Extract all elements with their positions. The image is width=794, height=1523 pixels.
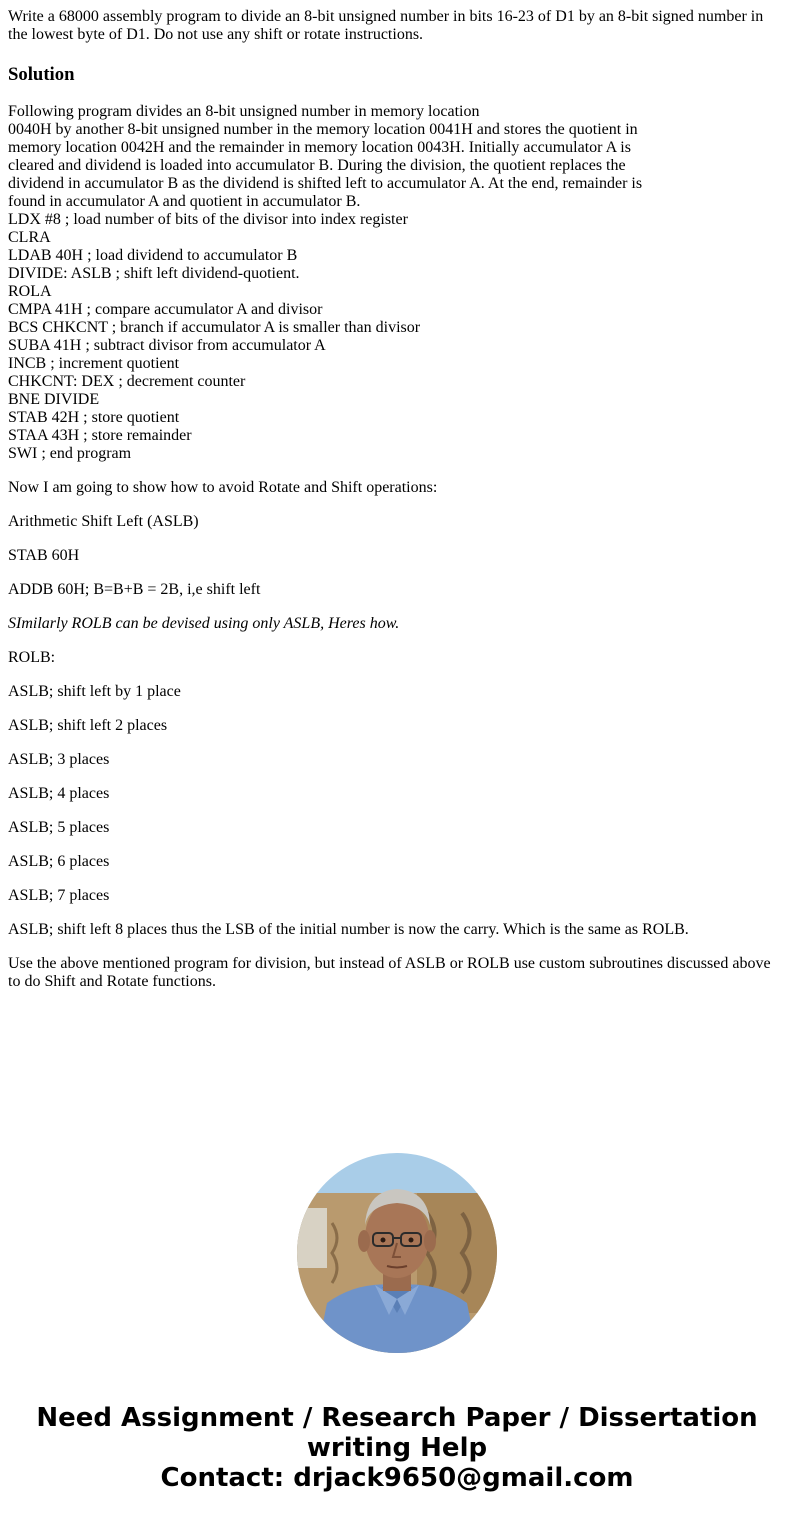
- footer-line-1: Need Assignment / Research Paper / Dissertation: [36, 1403, 758, 1433]
- footer-contact: Contact: drjack9650@gmail.com: [160, 1463, 634, 1493]
- aslb-step-1: ASLB; shift left by 1 place: [8, 683, 181, 700]
- aslb-step-6: ASLB; 6 places: [8, 853, 110, 870]
- program-line: LDX #8 ; load number of bits of the divisor into index register: [8, 211, 408, 228]
- footer-banner: [0, 1403, 794, 1493]
- program-line: ROLA: [8, 283, 52, 300]
- program-listing: [8, 211, 778, 463]
- aslb-step-5: ASLB; 5 places: [8, 819, 110, 836]
- question-text: Write a 68000 assembly program to divide an 8-bit unsigned number in bits 16-23 of D1 by an 8-bit signed number in the lowest byte of D1. Do not use any shift or rotate instructions.: [8, 8, 764, 43]
- program-line: STAB 42H ; store quotient: [8, 409, 180, 426]
- intro-line: 0040H by another 8-bit unsigned number in the memory location 0041H and stores the quotient in: [8, 121, 638, 138]
- author-portrait-image: [297, 1153, 497, 1353]
- intro-line: found in accumulator A and quotient in accumulator B.: [8, 193, 361, 210]
- aslb-step-3: ASLB; 3 places: [8, 751, 110, 768]
- aslb-step-4: ASLB; 4 places: [8, 785, 110, 802]
- intro-line: dividend in accumulator B as the dividend is shifted left to accumulator A. At the end, remainder is: [8, 175, 643, 192]
- asl-heading-paragraph: Arithmetic Shift Left (ASLB): [8, 513, 199, 530]
- avoid-intro-paragraph: Now I am going to show how to avoid Rotate and Shift operations:: [8, 479, 438, 496]
- rolb-heading-paragraph: ROLB:: [8, 649, 56, 666]
- program-line: SWI ; end program: [8, 445, 132, 462]
- footer-line-2: writing Help: [306, 1433, 488, 1463]
- closing-paragraph: Use the above mentioned program for division, but instead of ASLB or ROLB use custom subroutines discussed above to do Shift and Rotate functions.: [8, 955, 771, 990]
- document-content: [8, 8, 778, 991]
- program-line: INCB ; increment quotient: [8, 355, 180, 372]
- program-line: STAA 43H ; store remainder: [8, 427, 192, 444]
- aslb-step-7: ASLB; 7 places: [8, 887, 110, 904]
- program-line: BCS CHKCNT ; branch if accumulator A is smaller than divisor: [8, 319, 421, 336]
- stab-paragraph: STAB 60H: [8, 547, 80, 564]
- aslb-step-2: ASLB; shift left 2 places: [8, 717, 168, 734]
- intro-line: Following program divides an 8-bit unsigned number in memory location: [8, 103, 480, 120]
- addb-paragraph: ADDB 60H; B=B+B = 2B, i,e shift left: [8, 581, 261, 598]
- program-line: CHKCNT: DEX ; decrement counter: [8, 373, 246, 390]
- program-line: SUBA 41H ; subtract divisor from accumulator A: [8, 337, 326, 354]
- program-line: CLRA: [8, 229, 51, 246]
- program-line: BNE DIVIDE: [8, 391, 100, 408]
- program-line: LDAB 40H ; load dividend to accumulator B: [8, 247, 298, 264]
- aslb-step-8: ASLB; shift left 8 places thus the LSB of the initial number is now the carry. Which is the same as ROLB.: [8, 921, 689, 938]
- program-line: CMPA 41H ; compare accumulator A and divisor: [8, 301, 323, 318]
- intro-line: cleared and dividend is loaded into accumulator B. During the division, the quotient replaces the: [8, 157, 626, 174]
- similarly-paragraph: SImilarly ROLB can be devised using only ASLB, Heres how.: [8, 615, 400, 632]
- author-avatar: [297, 1153, 497, 1353]
- program-line: DIVIDE: ASLB ; shift left dividend-quotient.: [8, 265, 300, 282]
- intro-block: [8, 103, 778, 211]
- intro-line: memory location 0042H and the remainder in memory location 0043H. Initially accumulator A is: [8, 139, 631, 156]
- solution-heading: Solution: [8, 64, 75, 85]
